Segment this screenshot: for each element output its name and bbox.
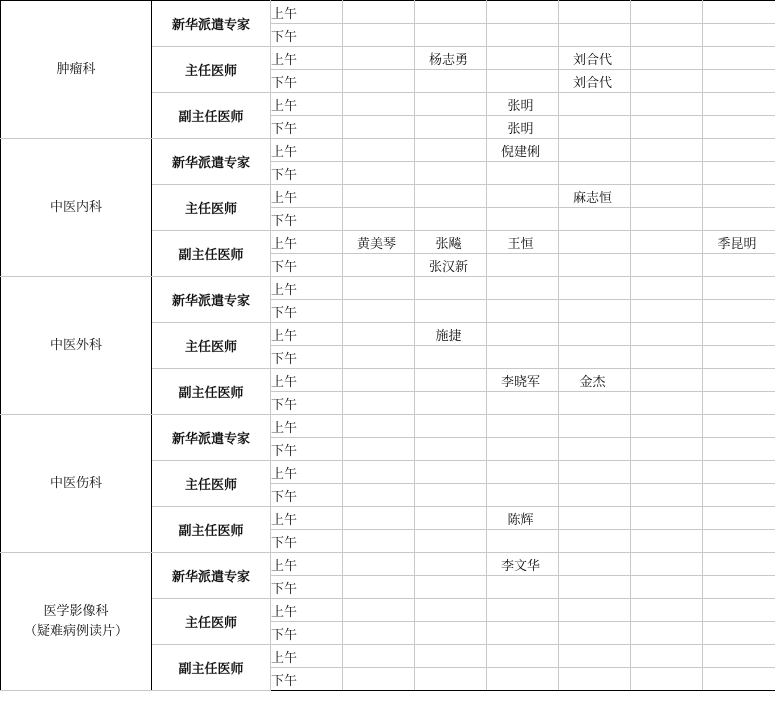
period-label: 上午 xyxy=(271,323,343,346)
schedule-cell xyxy=(487,530,559,553)
doctor-name: 陈辉 xyxy=(507,512,534,528)
schedule-cell xyxy=(415,254,487,277)
doctor-name: 施捷 xyxy=(435,328,462,344)
schedule-cell xyxy=(559,277,631,300)
period-label: 上午 xyxy=(271,277,343,300)
schedule-cell xyxy=(487,208,559,231)
doctor-name: 李文华 xyxy=(500,558,540,574)
schedule-cell xyxy=(631,668,703,691)
schedule-cell xyxy=(415,461,487,484)
period-label: 下午 xyxy=(271,208,343,231)
schedule-cell xyxy=(415,300,487,323)
schedule-cell xyxy=(631,162,703,185)
schedule-cell xyxy=(703,346,775,369)
schedule-cell xyxy=(343,392,415,415)
schedule-cell xyxy=(487,369,559,392)
schedule-cell xyxy=(559,369,631,392)
schedule-cell xyxy=(631,24,703,47)
schedule-cell xyxy=(487,622,559,645)
schedule-cell xyxy=(343,484,415,507)
doctor-role: 主任医师 xyxy=(152,599,271,645)
schedule-cell xyxy=(343,93,415,116)
schedule-cell xyxy=(343,185,415,208)
schedule-cell xyxy=(703,47,775,70)
schedule-cell xyxy=(703,277,775,300)
schedule-cell xyxy=(415,185,487,208)
doctor-name: 倪建俐 xyxy=(500,144,540,160)
schedule-cell xyxy=(415,47,487,70)
doctor-name: 金杰 xyxy=(579,374,606,390)
schedule-cell xyxy=(703,254,775,277)
doctor-name: 王恒 xyxy=(507,236,534,252)
doctor-name: 黄美琴 xyxy=(356,236,396,252)
schedule-cell xyxy=(415,484,487,507)
schedule-cell xyxy=(415,622,487,645)
schedule-cell xyxy=(343,254,415,277)
schedule-cell xyxy=(631,1,703,24)
schedule-cell xyxy=(487,346,559,369)
schedule-cell xyxy=(703,139,775,162)
schedule-cell xyxy=(487,507,559,530)
schedule-cell xyxy=(487,1,559,24)
schedule-cell xyxy=(631,645,703,668)
schedule-cell xyxy=(415,438,487,461)
schedule-cell xyxy=(415,116,487,139)
schedule-cell xyxy=(559,668,631,691)
schedule-cell xyxy=(487,415,559,438)
period-label: 下午 xyxy=(271,346,343,369)
schedule-cell xyxy=(415,576,487,599)
department-name xyxy=(1,277,152,415)
department-name-line: 医学影像科 xyxy=(43,603,109,619)
schedule-cell xyxy=(415,93,487,116)
schedule-cell xyxy=(415,369,487,392)
schedule-cell xyxy=(703,116,775,139)
schedule-cell xyxy=(703,1,775,24)
schedule-cell xyxy=(415,139,487,162)
schedule-cell xyxy=(631,254,703,277)
schedule-cell xyxy=(487,438,559,461)
schedule-cell xyxy=(703,369,775,392)
schedule-cell xyxy=(343,300,415,323)
schedule-cell xyxy=(703,622,775,645)
doctor-role: 新华派遣专家 xyxy=(152,415,271,461)
department-name-line: （疑难病例读片） xyxy=(23,623,128,639)
schedule-cell xyxy=(415,323,487,346)
period-label: 上午 xyxy=(271,1,343,24)
schedule-cell xyxy=(343,139,415,162)
period-label: 下午 xyxy=(271,300,343,323)
schedule-cell xyxy=(343,668,415,691)
doctor-role: 主任医师 xyxy=(152,323,271,369)
schedule-cell xyxy=(415,162,487,185)
schedule-cell xyxy=(343,346,415,369)
doctor-name: 张明 xyxy=(507,98,534,114)
period-label: 下午 xyxy=(271,24,343,47)
schedule-cell xyxy=(631,438,703,461)
department-name-line: 中医内科 xyxy=(49,199,102,215)
schedule-cell xyxy=(415,231,487,254)
department-name-line: 中医伤科 xyxy=(49,475,102,491)
schedule-cell xyxy=(631,231,703,254)
schedule-cell xyxy=(559,93,631,116)
schedule-cell xyxy=(487,553,559,576)
schedule-cell xyxy=(343,622,415,645)
schedule-cell xyxy=(487,254,559,277)
doctor-role: 主任医师 xyxy=(152,185,271,231)
schedule-cell xyxy=(631,139,703,162)
schedule-cell xyxy=(703,553,775,576)
schedule-cell xyxy=(487,300,559,323)
schedule-cell xyxy=(343,507,415,530)
schedule-cell xyxy=(415,277,487,300)
schedule-cell xyxy=(559,116,631,139)
period-label: 下午 xyxy=(271,576,343,599)
department-name-line: 肿瘤科 xyxy=(56,61,96,77)
period-label: 下午 xyxy=(271,162,343,185)
schedule-cell xyxy=(559,576,631,599)
doctor-role: 新华派遣专家 xyxy=(152,1,271,47)
schedule-cell xyxy=(415,346,487,369)
doctor-role: 副主任医师 xyxy=(152,231,271,277)
schedule-cell xyxy=(343,116,415,139)
schedule-cell xyxy=(631,415,703,438)
schedule-cell xyxy=(487,277,559,300)
schedule-cell xyxy=(415,645,487,668)
schedule-cell xyxy=(487,392,559,415)
schedule-cell xyxy=(343,438,415,461)
schedule-cell xyxy=(559,553,631,576)
schedule-cell xyxy=(631,277,703,300)
schedule-cell xyxy=(487,645,559,668)
doctor-role: 主任医师 xyxy=(152,461,271,507)
schedule-cell xyxy=(343,576,415,599)
period-label: 下午 xyxy=(271,484,343,507)
schedule-cell xyxy=(559,484,631,507)
schedule-cell xyxy=(343,461,415,484)
period-label: 下午 xyxy=(271,530,343,553)
schedule-cell xyxy=(559,392,631,415)
schedule-cell xyxy=(343,530,415,553)
department-name xyxy=(1,553,152,691)
schedule-cell xyxy=(415,392,487,415)
schedule-cell xyxy=(487,116,559,139)
schedule-cell xyxy=(343,231,415,254)
doctor-name: 季昆明 xyxy=(717,236,757,252)
doctor-name: 杨志勇 xyxy=(428,52,468,68)
period-label: 上午 xyxy=(271,231,343,254)
schedule-cell xyxy=(559,70,631,93)
period-label: 下午 xyxy=(271,668,343,691)
schedule-cell xyxy=(631,484,703,507)
schedule-cell xyxy=(415,668,487,691)
schedule-cell xyxy=(343,645,415,668)
schedule-cell xyxy=(415,530,487,553)
schedule-cell xyxy=(631,346,703,369)
schedule-cell xyxy=(559,346,631,369)
schedule-cell xyxy=(343,553,415,576)
schedule-cell xyxy=(343,277,415,300)
schedule-cell xyxy=(703,162,775,185)
period-label: 下午 xyxy=(271,116,343,139)
doctor-role: 主任医师 xyxy=(152,47,271,93)
schedule-cell xyxy=(703,24,775,47)
schedule-cell xyxy=(559,599,631,622)
schedule-cell xyxy=(631,70,703,93)
schedule-cell xyxy=(631,507,703,530)
period-label: 上午 xyxy=(271,47,343,70)
schedule-cell xyxy=(487,47,559,70)
schedule-cell xyxy=(487,231,559,254)
schedule-cell xyxy=(703,208,775,231)
schedule-cell xyxy=(415,208,487,231)
schedule-cell xyxy=(631,392,703,415)
schedule-cell xyxy=(559,185,631,208)
schedule-cell xyxy=(703,438,775,461)
schedule-cell xyxy=(631,93,703,116)
period-label: 下午 xyxy=(271,438,343,461)
schedule-cell xyxy=(559,231,631,254)
schedule-cell xyxy=(631,208,703,231)
schedule-cell xyxy=(631,323,703,346)
schedule-cell xyxy=(703,461,775,484)
schedule-cell xyxy=(703,70,775,93)
schedule-cell xyxy=(703,530,775,553)
schedule-cell xyxy=(631,185,703,208)
period-label: 上午 xyxy=(271,93,343,116)
schedule-cell xyxy=(343,369,415,392)
schedule-cell xyxy=(415,553,487,576)
schedule-cell xyxy=(703,392,775,415)
table-row xyxy=(1,415,775,438)
schedule-cell xyxy=(559,622,631,645)
schedule-cell xyxy=(703,484,775,507)
doctor-role: 副主任医师 xyxy=(152,369,271,415)
schedule-cell xyxy=(415,70,487,93)
schedule-cell xyxy=(631,47,703,70)
period-label: 下午 xyxy=(271,622,343,645)
schedule-cell xyxy=(559,1,631,24)
schedule-cell xyxy=(631,622,703,645)
schedule-cell xyxy=(487,461,559,484)
schedule-cell xyxy=(415,599,487,622)
schedule-cell xyxy=(559,415,631,438)
doctor-name: 刘合代 xyxy=(572,52,612,68)
schedule-cell xyxy=(559,323,631,346)
schedule-cell xyxy=(559,47,631,70)
schedule-cell xyxy=(343,24,415,47)
department-name xyxy=(1,1,152,139)
schedule-cell xyxy=(487,24,559,47)
table-row xyxy=(1,139,775,162)
schedule-cell xyxy=(559,300,631,323)
schedule-cell xyxy=(487,484,559,507)
doctor-role: 副主任医师 xyxy=(152,507,271,553)
schedule-cell xyxy=(703,231,775,254)
schedule-cell xyxy=(559,530,631,553)
schedule-body xyxy=(1,1,775,691)
schedule-cell xyxy=(559,461,631,484)
period-label: 上午 xyxy=(271,507,343,530)
doctor-name: 刘合代 xyxy=(572,75,612,91)
doctor-role: 新华派遣专家 xyxy=(152,139,271,185)
schedule-cell xyxy=(343,208,415,231)
doctor-name: 张汉新 xyxy=(428,259,468,275)
schedule-cell xyxy=(487,576,559,599)
doctor-role: 新华派遣专家 xyxy=(152,277,271,323)
schedule-cell xyxy=(703,300,775,323)
schedule-cell xyxy=(559,208,631,231)
doctor-name: 李晓军 xyxy=(500,374,540,390)
doctor-role: 新华派遣专家 xyxy=(152,553,271,599)
department-name xyxy=(1,415,152,553)
schedule-cell xyxy=(343,162,415,185)
schedule-cell xyxy=(703,645,775,668)
period-label: 下午 xyxy=(271,392,343,415)
schedule-cell xyxy=(559,507,631,530)
schedule-cell xyxy=(703,93,775,116)
schedule-cell xyxy=(415,1,487,24)
period-label: 上午 xyxy=(271,553,343,576)
period-label: 上午 xyxy=(271,185,343,208)
schedule-cell xyxy=(343,599,415,622)
schedule-cell xyxy=(559,254,631,277)
schedule-cell xyxy=(343,1,415,24)
department-name xyxy=(1,139,152,277)
doctor-role: 副主任医师 xyxy=(152,93,271,139)
schedule-cell xyxy=(631,461,703,484)
doctor-name: 麻志恒 xyxy=(572,190,612,206)
schedule-cell xyxy=(487,162,559,185)
schedule-cell xyxy=(343,323,415,346)
schedule-cell xyxy=(487,668,559,691)
period-label: 下午 xyxy=(271,70,343,93)
schedule-cell xyxy=(703,507,775,530)
schedule-cell xyxy=(703,668,775,691)
schedule-cell xyxy=(487,599,559,622)
period-label: 上午 xyxy=(271,461,343,484)
schedule-cell xyxy=(559,139,631,162)
schedule-cell xyxy=(415,415,487,438)
table-row xyxy=(1,1,775,24)
schedule-cell xyxy=(487,70,559,93)
schedule-cell xyxy=(487,185,559,208)
schedule-cell xyxy=(703,185,775,208)
schedule-cell xyxy=(487,323,559,346)
schedule-cell xyxy=(631,530,703,553)
schedule-cell xyxy=(631,576,703,599)
schedule-cell xyxy=(631,116,703,139)
schedule-cell xyxy=(559,438,631,461)
schedule-cell xyxy=(703,415,775,438)
schedule-cell xyxy=(343,47,415,70)
doctor-name: 张飚 xyxy=(435,236,462,252)
period-label: 上午 xyxy=(271,415,343,438)
period-label: 上午 xyxy=(271,599,343,622)
period-label: 下午 xyxy=(271,254,343,277)
schedule-cell xyxy=(343,415,415,438)
schedule-cell xyxy=(631,369,703,392)
schedule-cell xyxy=(415,24,487,47)
schedule-cell xyxy=(559,162,631,185)
schedule-cell xyxy=(631,599,703,622)
schedule-cell xyxy=(703,323,775,346)
schedule-cell xyxy=(559,24,631,47)
doctor-name: 张明 xyxy=(507,121,534,137)
schedule-cell xyxy=(559,645,631,668)
period-label: 上午 xyxy=(271,139,343,162)
schedule-cell xyxy=(487,93,559,116)
department-name-line: 中医外科 xyxy=(49,337,102,353)
doctor-role: 副主任医师 xyxy=(152,645,271,691)
schedule-cell xyxy=(487,139,559,162)
schedule-cell xyxy=(703,576,775,599)
period-label: 上午 xyxy=(271,645,343,668)
period-label: 上午 xyxy=(271,369,343,392)
schedule-cell xyxy=(343,70,415,93)
table-row xyxy=(1,277,775,300)
table-row xyxy=(1,553,775,576)
schedule-cell xyxy=(415,507,487,530)
schedule-cell xyxy=(703,599,775,622)
schedule-cell xyxy=(631,300,703,323)
schedule-cell xyxy=(631,553,703,576)
